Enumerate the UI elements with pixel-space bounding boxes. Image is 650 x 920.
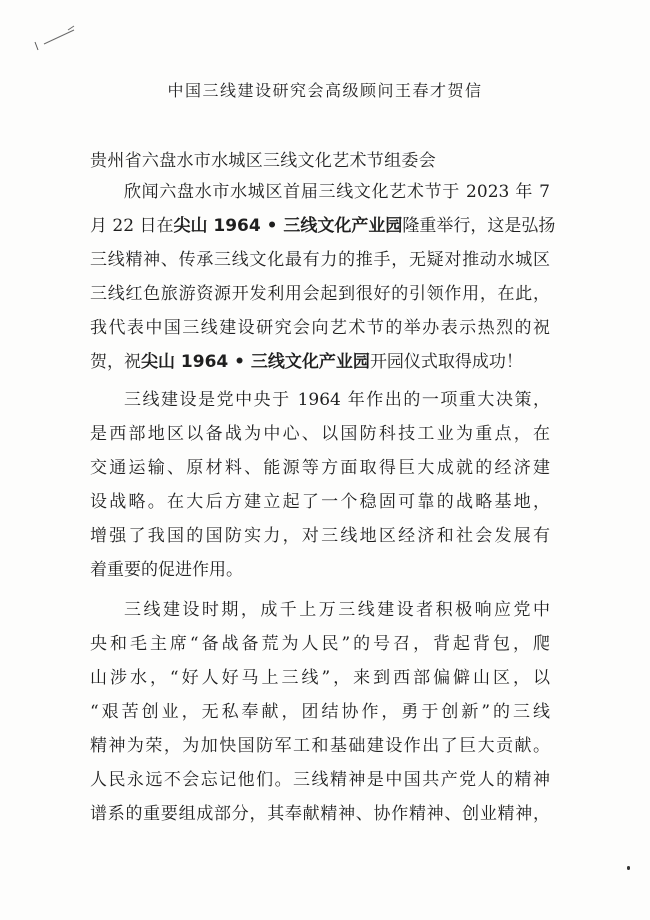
p3-line-2: 央和毛主席“备战备荒为人民”的号召，背起背包，爬 [90,634,550,654]
p1-line-3: 三线精神、传承三线文化最有力的推手，无疑对推动水城区 [90,250,550,270]
p3-line-3: 山涉水，“好人好马上三线”，来到西部偏僻山区，以 [90,668,550,688]
p1-line-2 [90,214,556,238]
pen-stroke-mark [30,14,82,54]
p2-line-6: 着重要的促进作用。 [90,560,243,580]
p1-line-6-b: 开园仪式取得成功！ [369,352,523,372]
p1-line-4: 三线红色旅游资源开发利用会起到很好的引领作用，在此， [90,284,550,304]
p3-line-5: 精神为荣，为加快国防军工和基础建设作出了巨大贡献。 [90,736,550,756]
p1-line-1: 欣闻六盘水市水城区首届三线文化艺术节于 2023 年 7 [124,182,550,202]
letter-title: 中国三线建设研究会高级顾问王春才贺信 [167,81,483,100]
p2-line-3: 交通运输、原材料、能源等方面取得巨大成就的经济建 [90,458,550,478]
p1-line-5: 我代表中国三线建设研究会向艺术节的举办表示热烈的祝 [90,318,550,338]
venue-name: 尖山 1964 • 三线文化产业园 [173,216,403,236]
p2-line-4: 设战略。在大后方建立起了一个稳固可靠的战略基地， [90,492,550,512]
p3-line-4: “艰苦创业，无私奉献，团结协作，勇于创新”的三线 [90,702,550,722]
p2-line-5: 增强了我国的国防实力，对三线地区经济和社会发展有 [90,526,550,546]
p3-line-7: 谱系的重要组成部分，其奉献精神、协作精神、创业精神， [90,804,550,824]
letter-salutation: 贵州省六盘水市水城区三线文化艺术节组委会 [90,151,436,171]
p3-line-1: 三线建设时期，成千上万三线建设者积极响应党中 [124,600,550,620]
p2-line-1: 三线建设是党中央于 1964 年作出的一项重大决策， [124,390,550,410]
scan-speck [627,866,630,870]
p1-line-6 [90,350,550,374]
p1-line-2-b: 隆重举行，这是弘扬 [402,216,556,236]
p1-line-2-a: 月 22 日在 [90,216,174,236]
venue-name: 尖山 1964 • 三线文化产业园 [141,352,370,372]
p3-line-6: 人民永远不会忘记他们。三线精神是中国共产党人的精神 [90,770,550,790]
p1-line-6-a: 贺，祝 [90,352,141,372]
p2-line-2: 是西部地区以备战为中心、以国防科技工业为重点，在 [90,424,550,444]
